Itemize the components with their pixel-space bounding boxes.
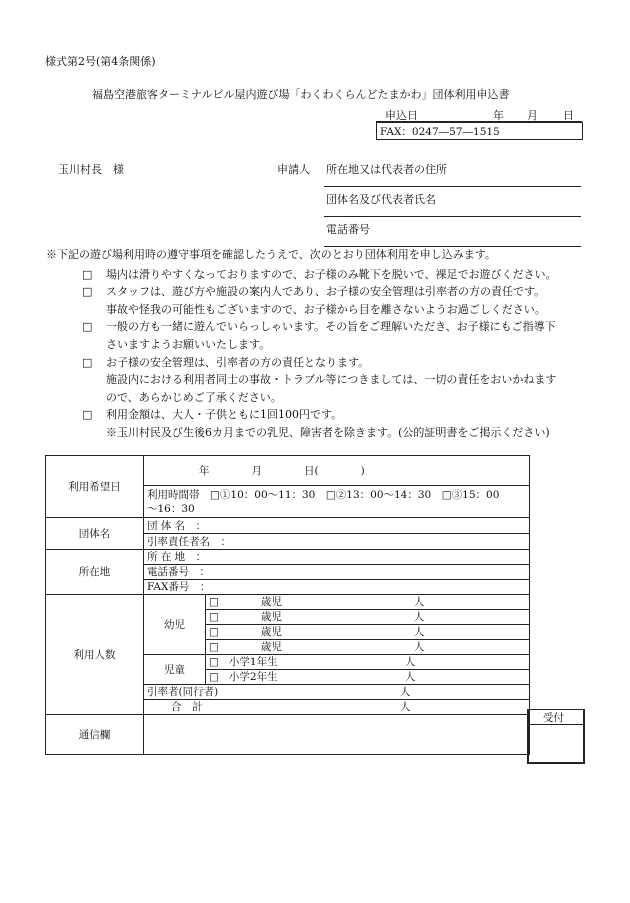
notice-text: 施設内における利用者同士の事故・トラブル等につきましては、一切の責任をおいかねます — [106, 373, 557, 387]
age-label: 歳児 — [260, 641, 282, 653]
notice-intro: ※下記の遊び場利用時の遵守事項を確認したうえで、次のとおり団体利用を申し込みます。 — [46, 248, 496, 261]
notice-text: スタッフは、遊び方や施設の案内人であり、お子様の安全管理は引率者の方の責任です。 — [106, 285, 546, 299]
notice-item-1[interactable] — [46, 266, 596, 284]
form-number: 様式第2号(第4条関係) — [45, 55, 156, 68]
notice-item-5[interactable] — [46, 406, 596, 441]
grade-label: 小学1年生 — [228, 656, 278, 668]
date-field[interactable] — [144, 456, 530, 486]
reception-header-box — [527, 709, 585, 725]
notice-text: さいますようお願いいたします。 — [106, 337, 271, 351]
date-label: 利用希望日 — [46, 456, 144, 518]
applicant-group-label: 団体名及び代表者氏名 — [326, 193, 436, 206]
application-table — [45, 455, 530, 755]
leader-row-label: 引率者(同行者) — [147, 686, 219, 698]
infant-row[interactable] — [206, 610, 530, 625]
checkbox-icon[interactable]: □ — [82, 320, 93, 334]
total-row[interactable] — [144, 700, 530, 715]
leader-name-field[interactable]: 引率責任者名 ： — [144, 534, 530, 550]
applicant-group-line[interactable] — [324, 216, 581, 217]
total-label: 合 計 — [171, 701, 203, 713]
age-label: 歳児 — [260, 626, 282, 638]
fax-box — [376, 122, 583, 140]
grade-label: 小学2年生 — [228, 671, 278, 683]
checkbox-icon[interactable]: □ — [209, 641, 219, 653]
checkbox-icon[interactable]: □ — [82, 355, 93, 369]
checkbox-icon[interactable]: □ — [209, 611, 219, 623]
persons-unit: 人 — [400, 686, 411, 698]
applicant-address-label: 所在地又は代表者の住所 — [326, 163, 447, 176]
child-row-grade2[interactable] — [206, 670, 530, 685]
applicant-phone-label: 電話番号 — [326, 223, 370, 236]
checkbox-icon[interactable]: □ — [82, 267, 93, 281]
apply-date-label: 申込日 — [385, 109, 418, 122]
fax-number: FAX：0247―57―1515 — [380, 126, 500, 138]
checkbox-icon[interactable]: □ — [82, 285, 93, 299]
notice-item-4[interactable] — [46, 354, 596, 407]
persons-unit: 人 — [413, 611, 425, 623]
age-label: 歳児 — [260, 596, 282, 608]
notice-text: 場内は滑りやすくなっておりますので、お子様のみ靴下を脱いで、裸足でお遊びください。 — [106, 267, 557, 281]
reception-stamp-box[interactable] — [527, 725, 585, 764]
persons-unit: 人 — [404, 671, 416, 683]
phone-field[interactable]: 電話番号 ： — [144, 565, 530, 580]
applicant-label: 申請人 — [277, 163, 310, 176]
age-label: 歳児 — [260, 611, 282, 623]
notice-note: ※玉川村民及び生後6カ月までの乳児、障害者を除きます。(公的証明書をご掲示ください) — [106, 425, 550, 439]
time-slot-row-2: ～16：30 — [147, 502, 195, 515]
notice-text: 事故や怪我の可能性もございますので、お子様から目を離さないようお過ごしください。 — [106, 302, 546, 316]
notice-text: お子様の安全管理は、引率者の方の責任となります。 — [106, 355, 370, 369]
comm-label: 通信欄 — [46, 715, 144, 755]
comm-field[interactable] — [144, 715, 530, 755]
notice-item-2[interactable] — [46, 283, 596, 318]
checkbox-icon[interactable]: □ — [209, 671, 219, 683]
notice-item-3[interactable] — [46, 318, 596, 353]
group-label: 団体名 — [46, 518, 144, 550]
child-label: 児童 — [144, 655, 206, 685]
users-label: 利用人数 — [46, 595, 144, 715]
checkbox-icon[interactable]: □ — [82, 408, 93, 422]
persons-unit: 人 — [413, 641, 425, 653]
persons-unit: 人 — [400, 701, 411, 713]
child-row-grade1[interactable] — [206, 655, 530, 670]
time-slot-row-1: 利用時間帯 □①10：00～11：30 □②13：00～14：30 □③15：00 — [147, 488, 500, 501]
notice-section — [46, 248, 596, 442]
checkbox-icon[interactable]: □ — [209, 656, 219, 668]
form-title: 福島空港旅客ターミナルビル屋内遊び場「わくわくらんどたまかわ」団体利用申込書 — [92, 88, 510, 101]
group-name-field[interactable]: 団 体 名 ： — [144, 518, 530, 534]
infant-row[interactable] — [206, 640, 530, 655]
persons-unit: 人 — [413, 626, 425, 638]
leader-count-row[interactable] — [144, 685, 530, 700]
time-slot-field[interactable] — [144, 486, 530, 518]
apply-date-year[interactable]: 年 — [493, 109, 504, 122]
infant-label: 幼児 — [144, 595, 206, 655]
reception-label: 受付 — [543, 712, 564, 724]
addressee: 玉川村長 様 — [58, 163, 124, 176]
location-label: 所在地 — [46, 550, 144, 595]
persons-unit: 人 — [413, 596, 425, 608]
fax-field[interactable]: FAX番号 ： — [144, 580, 530, 595]
date-row: 年 月 日( ) — [199, 464, 365, 477]
notice-text: 利用金額は、大人・子供ともに1回100円です。 — [106, 408, 343, 422]
notice-text: ので、あらかじめご了承ください。 — [106, 390, 282, 404]
infant-row[interactable] — [206, 595, 530, 610]
apply-date-day[interactable]: 日 — [563, 109, 574, 122]
address-field[interactable]: 所 在 地 ： — [144, 550, 530, 565]
persons-unit: 人 — [404, 656, 416, 668]
applicant-address-line[interactable] — [324, 186, 581, 187]
apply-date-month[interactable]: 月 — [527, 109, 538, 122]
notice-text: 一般の方も一緒に遊んでいらっしゃいます。その旨をご理解いただき、お子様にもご指導下 — [106, 320, 556, 334]
checkbox-icon[interactable]: □ — [209, 626, 219, 638]
checkbox-icon[interactable]: □ — [209, 596, 219, 608]
infant-row[interactable] — [206, 625, 530, 640]
